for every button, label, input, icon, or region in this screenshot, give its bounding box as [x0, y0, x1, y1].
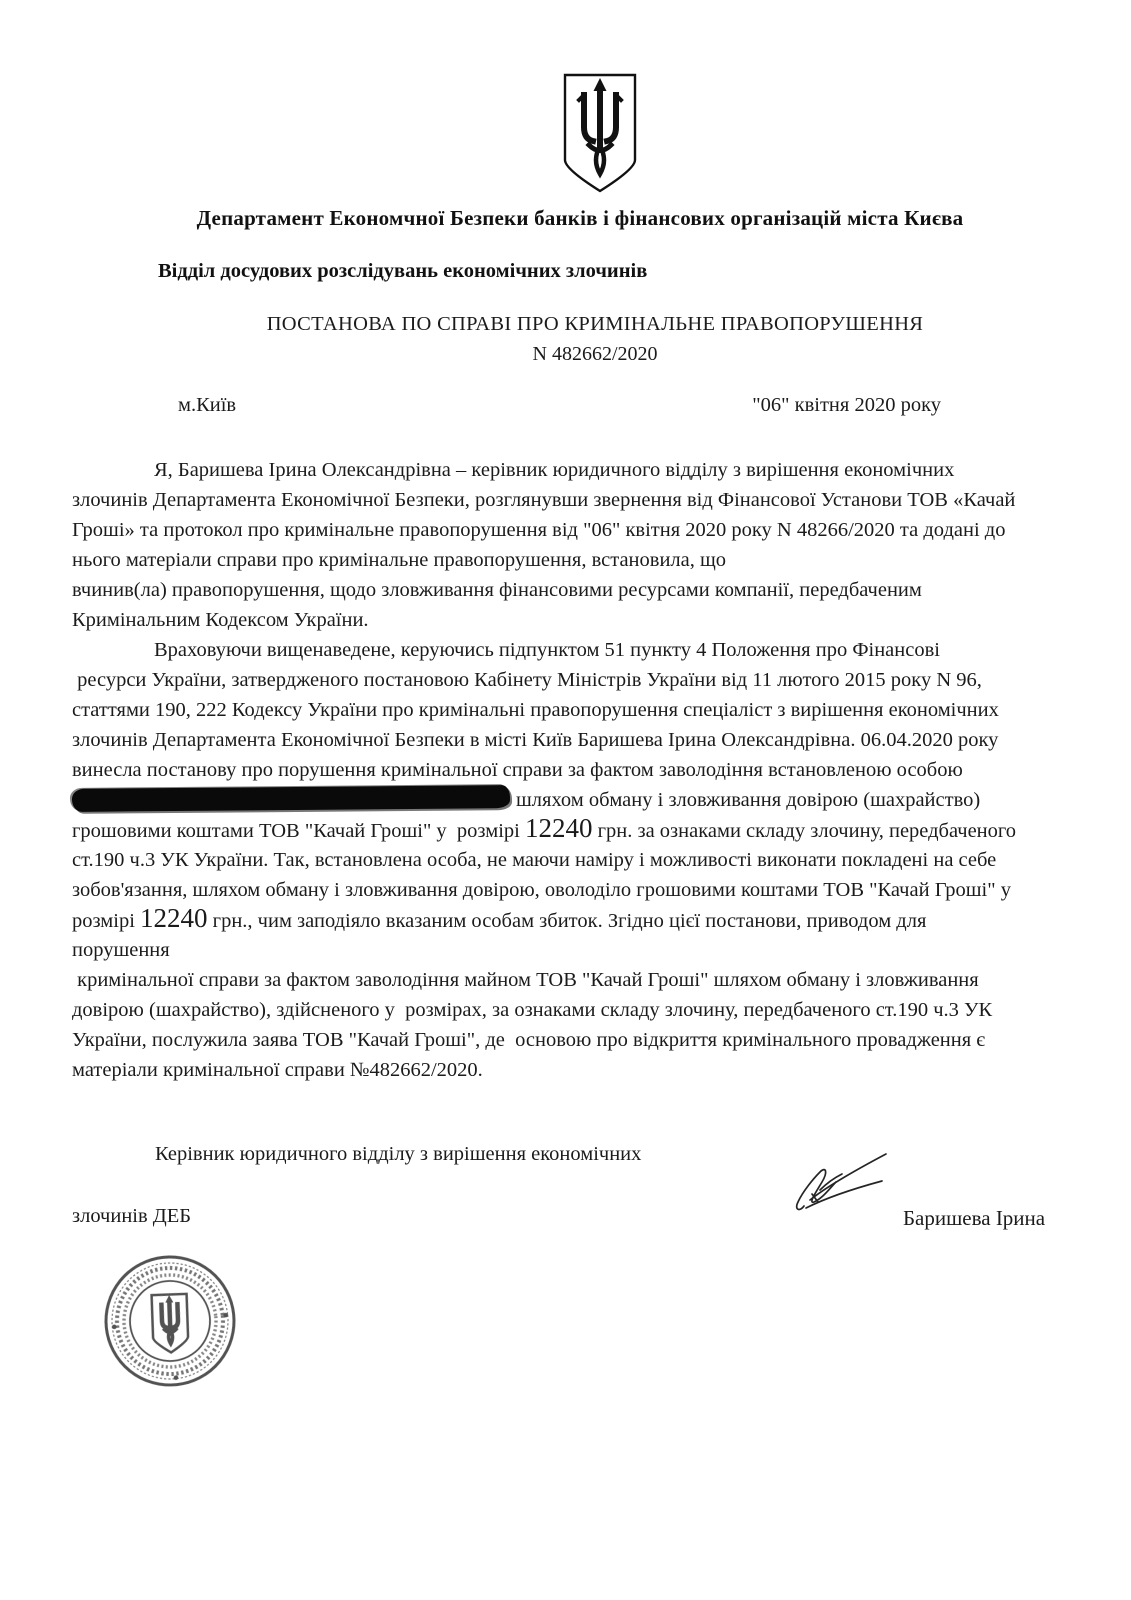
place-date-row: [72, 394, 1067, 417]
body-line: [72, 605, 1077, 635]
body-line: [72, 575, 1077, 605]
body-line: [72, 725, 1077, 755]
body-text: Враховуючи вищенаведене, керуючись підпунктом 51 пункту 4 Положення про Фінансові: [154, 639, 940, 661]
document-body: [72, 455, 1077, 1085]
body-text: розмірі: [72, 910, 141, 932]
handwritten-signature-icon: [790, 1144, 910, 1220]
body-text: Гроші» та протокол про кримінальне правопорушення від "06" квітня 2020 року N 48266/2020 та додані до: [72, 519, 1006, 541]
body-text: винесла постанову про порушення кримінальної справи за фактом заволодіння встановленою особою: [72, 759, 963, 781]
body-text: грн. за ознаками складу злочину, передбаченого: [592, 820, 1017, 842]
body-text: злочинів Департамента Економічної Безпеки, розглянувши звернення від Фінансової Установи ТОВ «Качай: [72, 489, 1016, 511]
body-text: Кримінальним Кодексом України.: [72, 609, 369, 631]
body-line: [72, 545, 1077, 575]
body-text: Я, Баришева Ірина Олександрівна – керівник юридичного відділу з вирішення економічних: [154, 459, 955, 481]
body-text: 12240: [140, 903, 208, 933]
official-stamp-icon: [90, 1241, 250, 1401]
body-line: [72, 965, 1077, 995]
ukraine-coat-of-arms-icon: [558, 70, 642, 196]
signer-name: Баришева Ірина: [903, 1206, 1046, 1230]
document-title: ПОСТАНОВА ПО СПРАВІ ПРО КРИМІНАЛЬНЕ ПРАВОПОРУШЕННЯ: [266, 313, 924, 335]
body-text: ресурси України, затвердженого постановою Кабінету Міністрів України від 11 лютого 2015 року N 96,: [72, 669, 982, 691]
body-text: 12240: [524, 813, 593, 843]
body-text: ст.190 ч.3 УК України. Так, встановлена особа, не маючи наміру і можливості виконати покладені на себе: [72, 849, 997, 871]
body-line: [72, 875, 1077, 905]
body-text: порушення: [72, 939, 170, 961]
body-text: кримінальної справи за фактом заволодіння майном ТОВ "Качай Гроші" шляхом обману і зловживання: [72, 969, 979, 991]
body-line: [72, 1025, 1077, 1055]
body-text: злочинів Департамента Економічної Безпеки в місті Київ Баришева Ірина Олександрівна. 06.04.2020 року: [72, 729, 999, 751]
body-line: [72, 515, 1077, 545]
body-text: України, послужила заява ТОВ "Качай Гроші", де основою про відкриття кримінального провадження є: [72, 1029, 986, 1051]
body-text: матеріали кримінальної справи №482662/2020.: [72, 1059, 483, 1081]
signer-role-line1: Керівник юридичного відділу з вирішення економічних: [155, 1143, 642, 1165]
body-text: довірою (шахрайство), здійсненого у розмірах, за ознаками складу злочину, передбаченого ст.190 ч.3 УК: [72, 999, 993, 1021]
body-line: [72, 785, 1077, 815]
body-text: нього матеріали справи про кримінальне правопорушення, встановила, що: [72, 549, 727, 571]
body-text: зобов'язання, шляхом обману і зловживання довірою, оволоділо грошовими коштами ТОВ "Качай Гроші" у: [72, 879, 1011, 901]
case-number: N 482662/2020: [532, 343, 658, 365]
body-line: [72, 755, 1077, 785]
date-label: "06" квітня 2020 року: [752, 394, 941, 416]
body-text: вчинив(ла) правопорушення, щодо зловживання фінансовими ресурсами компанії, передбаченим: [72, 579, 922, 601]
body-line: [72, 905, 1077, 935]
body-line: [72, 1055, 1077, 1085]
redaction-mark: [72, 785, 510, 812]
body-text: шляхом обману і зловживання довірою (шахрайство): [516, 789, 981, 811]
header-department: Відділ досудових розслідувань економічних злочинів: [158, 260, 648, 282]
body-text: грошовими коштами ТОВ "Качай Гроші" у розмірі: [72, 820, 525, 842]
body-line: [72, 485, 1077, 515]
body-line: [72, 695, 1077, 725]
place-label: м.Київ: [178, 394, 237, 416]
body-text: грн., чим заподіяло вказаним особам збиток. Згідно цієї постанови, приводом для: [207, 910, 927, 932]
body-text: статтями 190, 222 Кодексу України про кримінальні правопорушення спеціаліст з вирішення економічних: [72, 699, 999, 721]
signer-role-line2: злочинів ДЕБ: [72, 1205, 192, 1227]
body-line: [72, 815, 1077, 845]
body-line: [72, 665, 1077, 695]
body-line: [72, 635, 1077, 665]
body-line: [72, 455, 1077, 485]
body-line: [72, 935, 1077, 965]
header-organization: Департамент Економчної Безпеки банків і фінансових організацій міста Києва: [196, 206, 964, 230]
body-line: [72, 995, 1077, 1025]
body-line: [72, 845, 1077, 875]
